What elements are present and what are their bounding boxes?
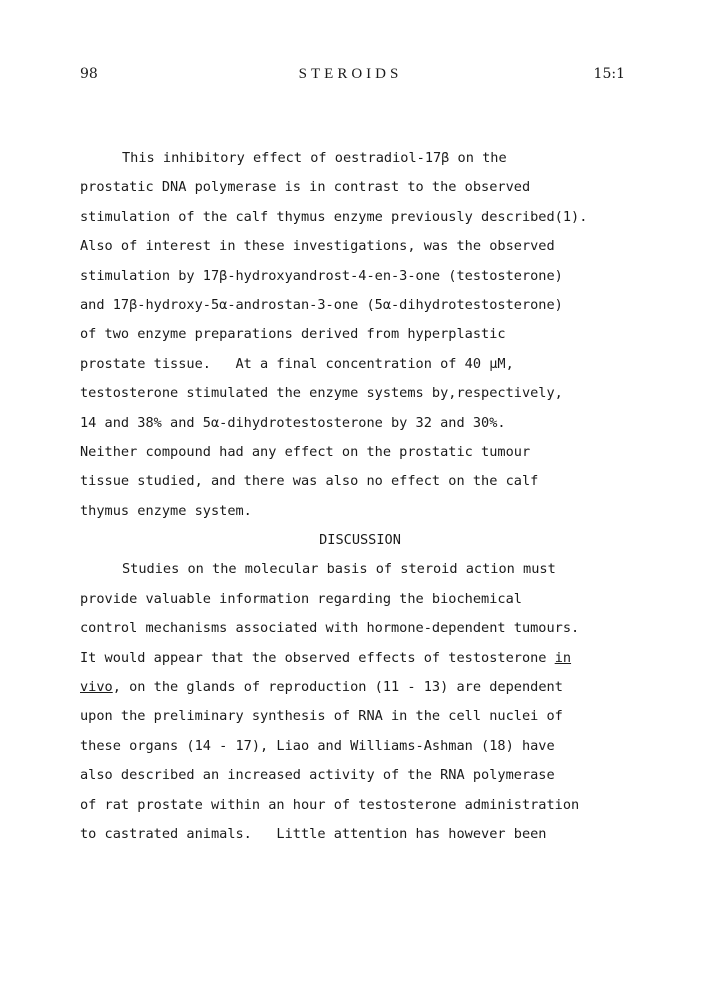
text-line: also described an increased activity of the RNA polymerase — [80, 767, 555, 784]
body-text — [80, 148, 640, 853]
text-line: of two enzyme preparations derived from hyperplastic — [80, 326, 506, 343]
volume-issue: 15:1 — [593, 66, 625, 82]
text-line: testosterone stimulated the enzyme systems by,respectively, — [80, 385, 563, 402]
text-line: 14 and 38% and 5α-dihydrotestosterone by 32 and 30%. — [80, 414, 506, 431]
page-number: 98 — [80, 66, 98, 82]
text-line — [80, 677, 640, 706]
section-heading: DISCUSSION — [319, 532, 401, 549]
page-header — [0, 66, 701, 88]
text-line: of rat prostate within an hour of testosterone administration — [80, 796, 580, 813]
text-line: thymus enzyme system. — [80, 502, 252, 519]
text-line — [80, 648, 640, 677]
text-line: to castrated animals. Little attention has however been — [80, 825, 547, 842]
text-line: upon the preliminary synthesis of RNA in the cell nuclei of — [80, 708, 563, 725]
text-line: stimulation by 17β-hydroxyandrost-4-en-3-one (testosterone) — [80, 267, 563, 284]
text-line: tissue studied, and there was also no effect on the calf — [80, 473, 539, 490]
text-line: Neither compound had any effect on the prostatic tumour — [80, 443, 531, 460]
text-segment: It would appear that the observed effects of testosterone — [80, 649, 555, 666]
text-line: prostatic DNA polymerase is in contrast to the observed — [80, 179, 531, 196]
text-line: stimulation of the calf thymus enzyme previously described(1). — [80, 208, 588, 225]
text-segment: , on the glands of reproduction (11 - 13) are dependent — [112, 679, 563, 696]
text-line: provide valuable information regarding the biochemical — [80, 590, 522, 607]
text-line: Also of interest in these investigations, was the observed — [80, 238, 555, 255]
text-line: This inhibitory effect of oestradiol-17β on the — [122, 150, 507, 166]
text-line: Studies on the molecular basis of steroid action must — [122, 561, 556, 578]
italic-term-in: in — [554, 649, 572, 666]
italic-term-vivo: vivo — [80, 679, 113, 696]
text-line: and 17β-hydroxy-5α-androstan-3-one (5α-dihydrotestosterone) — [80, 296, 563, 313]
text-line: these organs (14 - 17), Liao and Williams-Ashman (18) have — [80, 737, 555, 754]
text-line: control mechanisms associated with hormone-dependent tumours. — [80, 620, 580, 637]
text-line: prostate tissue. At a final concentration of 40 μM, — [80, 355, 514, 372]
journal-title: STEROIDS — [298, 66, 403, 82]
